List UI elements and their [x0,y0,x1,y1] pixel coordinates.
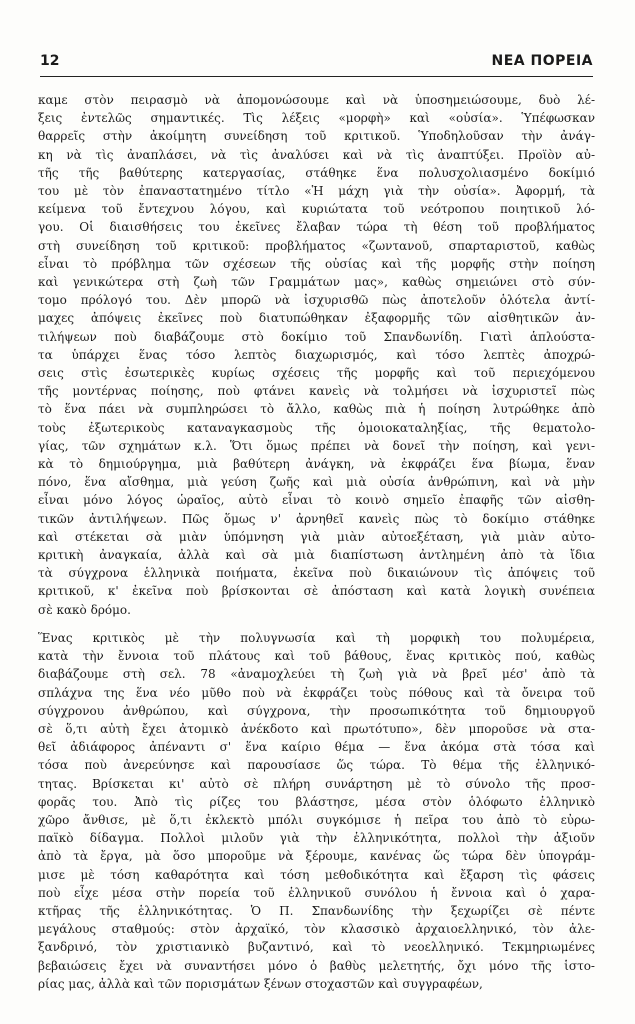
text-line: τὰ σύγχρονα ἑλληνικὰ ποιήματα, ἐκεῖνα ποὺ δικαιώνουν τὶς ἀπόψεις τοῦ [38,566,595,581]
text-line: τοὺς ἐξωτερικοὺς καταναγκασμοὺς τῆς ὁμοιοκαταληξίας, τῆς θεματολο- [38,420,595,435]
text-line: βεβαιώσεις ἔχει νὰ συναντήσει μόνο ὁ βαθὺς μελετητής, ὄχι μόνο τῆς ἱστο- [38,958,595,973]
running-title: ΝΕΑ ΠΟΡΕΙΑ [491,53,593,69]
page-number: 12 [40,53,60,69]
text-line: γου. Οἱ διαισθήσεις του ἐκεῖνες ἔλαβαν τώρα τὴ θέση τοῦ προβλήματος [38,220,595,235]
text-line: μεγάλους σταθμούς: στὸν ἀρχαϊκό, τὸν κλασσικὸ ἀρχαιοελληνικό, τὸν ἀλε- [38,922,595,937]
text-line: εἶναι τὸ πρόβλημα τῶν σχέσεων τῆς οὐσίας καὶ τῆς μορφῆς στὴν ποίηση [38,256,595,271]
text-line: κὰ τὸ δημιούργημα, μιὰ βαθύτερη ἀνάγκη, νὰ ἐκφράζει ἕνα βίωμα, ἕναν [38,457,595,472]
text-line: ἀπὸ τὰ ἔργα, μὰ ὅσο μποροῦμε νὰ ξέρουμε, κανένας ὥς τώρα δὲν ὑπογράμ- [38,849,595,864]
text-line: του μὲ τὸν ἐπαναστατημένο τίτλο «Ἡ μάχη γιὰ τὴν οὐσία». Ἀφορμή, τὰ [38,184,595,199]
page-header [40,52,593,77]
text-line: χῶρο ἄνθισε, μὲ ὅ,τι ἐκλεκτὸ μπόλι συγκόμισε ἡ πεῖρα του ἀπὸ τὸ εὐρω- [38,812,595,827]
text-line: σπλάχνα της ἕνα νέο μῦθο ποὺ νὰ ἐκφράζει τοὺς πόθους καὶ τὰ ὄνειρα τοῦ [38,685,595,700]
text-line: φορᾶς του. Ἀπὸ τὶς ρίζες του βλάστησε, μέσα στὸν ὁλόφωτο ἑλληνικὸ [38,794,595,809]
text-line: ποὺ εἶχε μέσα στὴν πορεία τοῦ ἑλληνικοῦ συνόλου ἡ ἔννοια καὶ ὁ χαρα- [38,885,595,900]
body-text [38,91,595,996]
text-line: ξανδρινό, τὸν χριστιανικὸ βυζαντινό, καὶ τὸ νεοελληνικό. Τεκμηριωμένες [38,940,595,955]
text-line: τητας. Βρίσκεται κι' αὐτὸ σὲ πλήρη συνάρτηση μὲ τὸ σύνολο τῆς προσ- [38,776,595,791]
paragraph [38,629,595,993]
text-line: μισε μὲ τόση καθαρότητα καὶ τόση μεθοδικότητα καὶ ἔξαρση τὶς φάσεις [38,867,595,882]
text-line: τόσα ποὺ ἀνερεύνησε καὶ παρουσίασε ὥς τώρα. Τὸ θέμα τῆς ἑλληνικό- [38,758,595,773]
text-line: σεις στὶς ἐσωτερικὲς κυρίως σχέσεις τῆς μορφῆς καὶ τοῦ περιεχόμενου [38,366,595,381]
text-line: παϊκὸ δίδαγμα. Πολλοὶ μιλοῦν γιὰ τὴν ἑλληνικότητα, πολλοὶ τὴν ἀξιοῦν [38,831,595,846]
text-line: τῆς μοντέρνας ποίησης, ποὺ φτάνει κανεὶς νὰ τολμήσει νὰ ἰσχυριστεῖ πὼς [38,384,595,399]
text-line: σύγχρονου ἀνθρώπου, καὶ σύγχρονα, τὴν προσωπικότητα τοῦ δημιουργοῦ [38,703,595,718]
text-line: εἶναι μόνο λόγος ὡραῖος, αὐτὸ εἶναι τὸ κοινὸ σημεῖο ἐπαφῆς τῶν αἰσθη- [38,493,595,508]
text-line: καὶ γενικώτερα στὴ ζωὴ τῶν Γραμμάτων μας», καθὼς σημειώνει στὸ σύν- [38,275,595,290]
text-line: στὴ συνείδηση τοῦ κριτικοῦ: προβλήματος «ζωντανοῦ, σπαρταριστοῦ, καθὼς [38,238,595,253]
text-line: κριτικοῦ, κ' ἐκεῖνα ποὺ βρίσκονται σὲ ἀπόσταση καὶ κατὰ λογικὴ συνέπεια [38,584,595,599]
text-line: γίας, τῶν σχημάτων κ.λ. Ὅτι ὅμως πρέπει νὰ δονεῖ τὴν ποίηση, καὶ γενι- [38,438,595,453]
text-line: πόνο, ἕνα αἴσθημα, μιὰ γεύση ζωῆς καὶ μιὰ οὐσία ἀνθρώπινη, καὶ νὰ μὴν [38,475,595,490]
text-line: διαβάζουμε στὴ σελ. 78 «ἀναμοχλεύει τὴ ζωὴ γιὰ νὰ βρεῖ μέσ' ἀπὸ τὰ [38,667,595,682]
text-line: τὸ ἕνα πάει νὰ συμπληρώσει τὸ ἄλλο, καθὼς πιὰ ἡ ποίηση λυτρώθηκε ἀπὸ [38,402,595,417]
text-line: καὶ στέκεται σὰ μιὰν ὑπόμνηση γιὰ μιὰν αὐτοεξέταση, γιὰ μιὰν αὐτο- [38,529,595,544]
text-line: τομο πρόλογό του. Δὲν μπορῶ νὰ ἰσχυρισθῶ πὼς ἀποτελοῦν ὁλότελα ἀντί- [38,293,595,308]
text-line: κείμενα τοῦ ἔντεχνου λόγου, καὶ κυριώτατα τοῦ νεότροπου ποιητικοῦ λό- [38,202,595,217]
text-line: κατὰ τὴν ἔννοια τοῦ πλάτους καὶ τοῦ βάθους, ἕνας κριτικὸς πού, καθὼς [38,649,595,664]
text-line: θεῖ ἀδιάφορος ἀπέναντι σ' ἕνα καίριο θέμα — ἕνα ἀκόμα στὰ τόσα καὶ [38,740,595,755]
text-line: κη νὰ τὶς ἀναπλάσει, νὰ τὶς ἀναλύσει καὶ νὰ τὶς ἀναπτύξει. Προϊὸν αὐ- [38,147,595,162]
text-line: κτῆρας τῆς ἑλληνικότητας. Ὁ Π. Σπανδωνίδης τὴν ξεχωρίζει σὲ πέντε [38,903,595,918]
text-line: τῆς τῆς βαθύτερης κατεργασίας, στάθηκε ἕνα πολυσχολιασμένο δοκίμιό [38,165,595,180]
text-line: σὲ κακὸ δρόμο. [38,602,131,617]
text-line: θαρρεῖς στὴν ἀκοίμητη συνείδηση τοῦ κριτικοῦ. Ὑποδηλοῦσαν τὴν ἀνάγ- [38,129,595,144]
text-line: μαχες ἀπόψεις ἐκεῖνες ποὺ διατυπώθηκαν ἐξαφορμῆς τῶν αἰσθητικῶν ἀν- [38,311,595,326]
paragraph [38,91,595,619]
text-line: κριτικὴ ἀναγκαία, ἀλλὰ καὶ σὰ μιὰ διαπίστωση ἀντλημένη ἀπὸ τὰ ἴδια [38,548,595,563]
text-line: τα ὑπάρχει ἕνας τόσο λεπτὸς διαχωρισμός, καὶ τόσο λεπτὲς ἀποχρώ- [38,347,595,362]
text-line: σὲ ὅ,τι αὐτὴ ἔχει ἀτομικὸ ἀνέκδοτο καὶ πρωτότυπο», δὲν μποροῦσε νὰ στα- [38,721,595,736]
text-line: καμε στὸν πειρασμὸ νὰ ἀπομονώσουμε καὶ νὰ ὑποσημειώσουμε, δυὸ λέ- [38,93,595,107]
text-line: ρίας μας, ἀλλὰ καὶ τῶν πορισμάτων ξένων στοχαστῶν καὶ συγγραφέων, [38,976,483,991]
text-line: τικῶν ἀντιλήψεων. Πῶς ὅμως ν' ἀρνηθεῖ κανεὶς πὼς τὸ δοκίμιο στάθηκε [38,511,595,526]
text-line: τιλήψεων ποὺ διαβάζουμε στὸ δοκίμιο τοῦ Σπανδωνίδη. Γιατὶ ἁπλούστα- [38,329,595,344]
text-line: Ἕνας κριτικὸς μὲ τὴν πολυγνωσία καὶ τὴ μορφικὴ του πολυμέρεια, [38,630,595,645]
text-line: ξεις ἐντελῶς σημαντικές. Τὶς λέξεις «μορφὴ» καὶ «οὐσία». Ὑπέφωσκαν [38,111,595,126]
